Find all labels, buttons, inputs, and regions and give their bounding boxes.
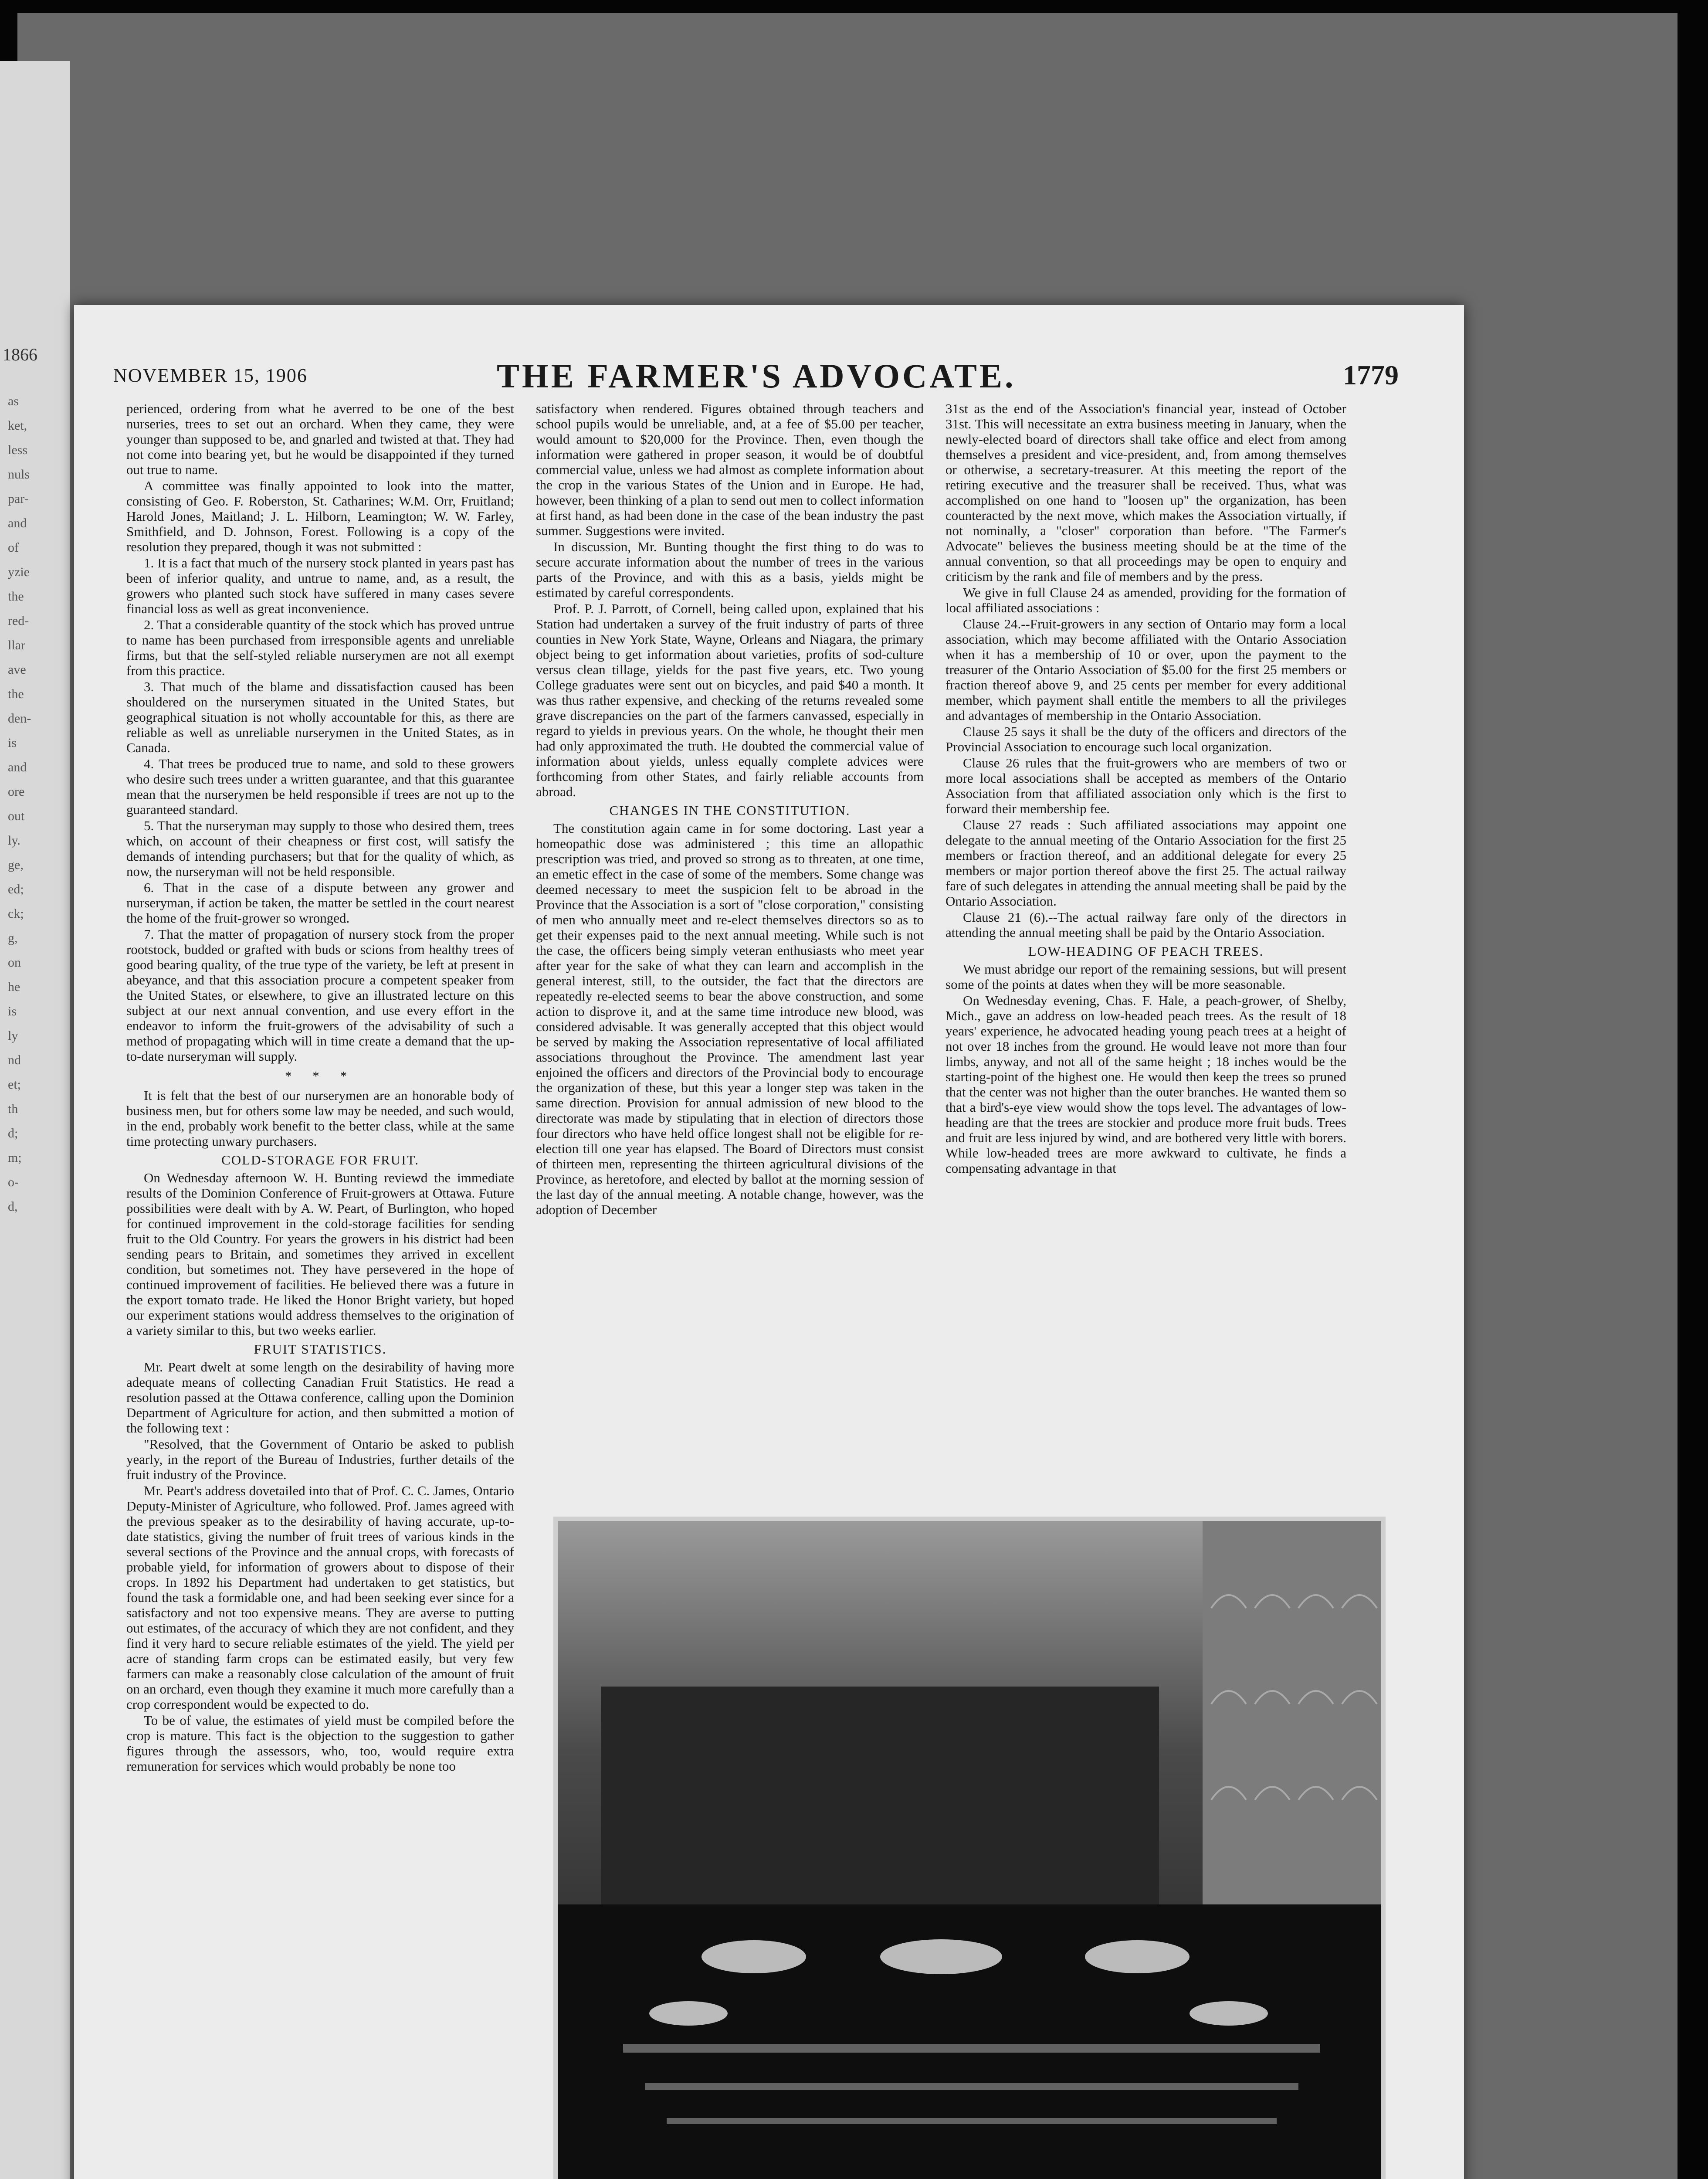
paragraph: Mr. Peart dwelt at some length on the desirability of having more adequate means of collecting Canadian Fruit Statistics. He read a resolution passed at the Ottawa conference, calling upon the Dominion Department of Agriculture for action, and then submitted a motion of the following text : <box>126 1359 514 1436</box>
left-page-fragment: the <box>8 687 24 701</box>
left-page-fragment: par- <box>8 492 29 506</box>
column-1-closing <box>126 1088 514 1149</box>
paragraph: 6. That in the case of a dispute between any grower and nurseryman, if action be taken, the matter be settled in the court nearest the home of the fruit-grower so wronged. <box>126 880 514 926</box>
left-page-fragment: d; <box>8 1126 18 1140</box>
heading-constitution: CHANGES IN THE CONSTITUTION. <box>609 803 851 818</box>
paragraph: A committee was finally appointed to look into the matter, consisting of Geo. F. Roberston, St. Catharines; W.M. Orr, Fruitland; Harold Jones, Maitland; J. L. Hilborn, Leamington; W. W. Farley, Smithfield, and D. Johnson, Forest. Following is a copy of the resolution they prepared, though it was not submitted : <box>126 478 514 554</box>
paragraph: On Wednesday afternoon W. H. Bunting reviewd the immediate results of the Dominion Conference of Fruit-growers at Ottawa. Future possibilities were dealt with by A. W. Peart, of Burlington, who hoped for continued improvement in the cold-storage facilities for sending fruit to the Old Country. For years the growers in his district had been sending pears to Britain, and sometimes they arrived in excellent condition, but sometimes not. They have persevered in the hope of continued improvement of facilities. He believed there was a future in the export tomato trade. He liked the Honor Bright variety, but hoped our experiment stations would address themselves to the origination of a variety similar to this, but two weeks earlier. <box>126 1170 514 1338</box>
paragraph: Prof. P. J. Parrott, of Cornell, being called upon, explained that his Station had undertaken a survey of the fruit industry of parts of three counties in New York State, Wayne, Orleans and Niagara, the primary object being to get information about varieties, profits of sod-culture versus clean tillage, yields for the past five years, etc. Two young College graduates were sent out on bicycles, and paid $40 a month. It was thus rather expensive, and checking of the returns revealed some grave discrepancies on the part of the farmers canvassed, especially in regard to yields in previous years. On the whole, he thought their men had only approximated the truth. He doubted the commercial value of information about yields, unless equally complete advices were forthcoming from other States, and fairly reliable accounts from abroad. <box>536 601 924 799</box>
left-page-fragment: ly <box>8 1028 18 1043</box>
section-separator: * * * <box>285 1068 356 1083</box>
paragraph: Clause 27 reads : Such affiliated associations may appoint one delegate to the annual meeting of the Ontario Association for the first 25 members or fraction thereof, and an additional delegate for every 25 members or major portion thereof above the first 25. The actual railway fare of such delegates in attending the annual meeting shall be paid by the Ontario Association. <box>946 817 1346 909</box>
page-number: 1779 <box>1343 360 1399 390</box>
left-page-fragment: is <box>8 736 17 750</box>
left-page-fragment: ge, <box>8 858 24 872</box>
newspaper-page <box>74 305 1464 2179</box>
paragraph: 5. That the nurseryman may supply to those who desired them, trees which, on account of their cheapness or first cost, will satisfy the demands of intending purchasers; but that for the quality of which, as now, the nurseryman will not be held responsible. <box>126 818 514 879</box>
header-date: NOVEMBER 15, 1906 <box>113 365 308 386</box>
left-page-fragment: ed; <box>8 882 24 896</box>
left-page-fragment: m; <box>8 1151 22 1165</box>
paragraph: Clause 26 rules that the fruit-growers who are members of two or more local associations shall be accepted as members of the Ontario Association from that affiliated association only which is the first to forward their membership fee. <box>946 755 1346 816</box>
paragraph: 7. That the matter of propagation of nursery stock from the proper rootstock, budded or grafted with buds or scions from healthy trees of good bearing quality, of the true type of the variety, be left at present in abeyance, and that this association procure a competent speaker from the United States, or elsewhere, to give an illustrated lecture on this subject at our next annual convention, and use every effort in the endeavor to inform the fruit-growers of the advisability of such a method of propagating which will in time create a demand that the up-to-date nurseryman will supply. <box>126 927 514 1064</box>
left-page-fragment: out <box>8 809 25 823</box>
hall-photo-illustration <box>558 1521 1381 2179</box>
paragraph: On Wednesday evening, Chas. F. Hale, a peach-grower, of Shelby, Mich., gave an address on low-headed peach trees. As the result of 18 years' experience, he advocated heading young peach trees at a height of not over 18 inches from the ground. He would leave not more than four limbs, anyway, and not all of the same height ; 18 inches would be the starting-point of the highest one. He would then keep the trees so pruned that the center was not higher than the outer branches. He wanted them so that a bird's-eye view would show the tops level. The advantages of low-heading are that the trees are stockier and produce more fruit buds. Trees and fruit are less injured by wind, and are bothered very little with borers. While low-headed trees are more awkward to cultivate, he finds a compensating advantage in that <box>946 993 1346 1176</box>
paragraph: Clause 25 says it shall be the duty of the officers and directors of the Provincial Association to encourage such local organization. <box>946 724 1346 754</box>
paragraph: Mr. Peart's address dovetailed into that of Prof. C. C. James, Ontario Deputy-Minister of Agriculture, who followed. Prof. James agreed with the previous speaker as to the desirability of having accurate, up-to-date statistics, giving the number of fruit trees of various kinds in the several sections of the Province and the annual crops, with forecasts of probable yield, for information of growers about to dispose of their crops. In 1892 his Department had undertaken to get statistics, but found the task a formidable one, and had been seeking ever since for a satisfactory and not too expensive means. They are averse to putting out estimates, of the accuracy of which they are not confident, and they find it very hard to secure reliable estimates of the yield. The yield per acre of standing farm crops can be estimated easily, but very few farmers can make a reasonably close calculation of the amount of fruit on an orchard, even though they examine it much more carefully than a crop correspondent would be expected to do. <box>126 1483 514 1712</box>
column-2-paragraphs <box>536 401 924 799</box>
paragraph: 3. That much of the blame and dissatisfaction caused has been shouldered on the nurserymen situated in the United States, but geographical situation is not wholly accountable for this, as there are reliable as well as unreliable nurserymen in the United States, as in Canada. <box>126 679 514 755</box>
paragraph: 2. That a considerable quantity of the stock which has proved untrue to name has been purchased from irresponsible agents and unreliable firms, but that the self-styled reliable nurserymen are not all exempt from this practice. <box>126 617 514 678</box>
paragraph: Clause 24.--Fruit-growers in any section of Ontario may form a local association, which may become affiliated with the Ontario Association when it has a membership of 10 or over, upon the payment to the treasurer of the Ontario Association of $5.00 for the first 25 members or fraction thereof above 9, and 25 cents per member for every additional member, which payment shall entitle the members to all the privileges and advantages of membership in the Ontario Association. <box>946 616 1346 723</box>
column-3-paragraphs <box>946 401 1346 940</box>
paragraph: 31st as the end of the Association's financial year, instead of October 31st. This will necessitate an extra business meeting in January, when the newly-elected board of directors shall take office and elect from among themselves a president and vice-president, and, from among themselves or otherwise, a secretary-treasurer. At this meeting the report of the retiring executive and the treasurer shall be received. Thus, what was accomplished on one hand to "loosen up" the organization, has been counteracted by the next move, which makes the Association virtually, if not nominally, a "closer" corporation than before. "The Farmer's Advocate" believes the business meeting should be at the time of the annual convention, so that all proceedings may be open to enquiry and criticism by the rank and file of members and by the press. <box>946 401 1346 584</box>
paragraph: We give in full Clause 24 as amended, providing for the formation of local affiliated associations : <box>946 585 1346 615</box>
left-page-fragment: on <box>8 955 21 970</box>
left-page-fragment: of <box>8 540 19 555</box>
left-page-strip <box>0 61 70 2179</box>
heading-low-heading: LOW-HEADING OF PEACH TREES. <box>1028 944 1264 959</box>
column-3 <box>946 401 1346 1177</box>
column-2-constitution <box>536 821 924 1217</box>
paragraph: 4. That trees be produced true to name, and sold to these growers who desire such trees under a written guarantee, and that this guarantee mean that the nurserymen be held responsible if trees are not up to the guaranteed standard. <box>126 756 514 817</box>
paragraph: To be of value, the estimates of yield must be compiled before the crop is mature. This fact is the objection to the suggestion to gather figures through the assessors, who, too, would require extra remuneration for services which would probably be none too <box>126 1713 514 1774</box>
left-page-fragment: as <box>8 394 19 408</box>
column-3-low-heading <box>946 961 1346 1176</box>
paragraph: In discussion, Mr. Bunting thought the first thing to do was to secure accurate information about the number of trees in the various parts of the Province, and with this as a basis, yields might be estimated by careful correspondents. <box>536 539 924 600</box>
column-1-statistics <box>126 1359 514 1774</box>
left-page-fragment: d, <box>8 1199 18 1214</box>
heading-fruit-statistics: FRUIT STATISTICS. <box>254 1341 387 1357</box>
heading-cold-storage: COLD-STORAGE FOR FRUIT. <box>221 1152 419 1168</box>
left-page-fragment: less <box>8 443 27 457</box>
left-page-fragment: ore <box>8 784 25 799</box>
left-page-fragment: and <box>8 516 27 530</box>
left-page-number: 1866 <box>3 345 37 364</box>
left-page-fragment: nuls <box>8 467 30 482</box>
paragraph: satisfactory when rendered. Figures obtained through teachers and school pupils would be unreliable, and, at a fee of $5.00 per teacher, would amount to $20,000 for the Province. Then, even though the information were gathered in proper season, it would be of doubtful commercial value, unless we had almost as complete information about the crop in the various States of the Union and in Europe. He had, however, been thinking of a plan to send out men to collect information at first hand, as had been done in the case of the bean industry the past summer. Suggestions were invited. <box>536 401 924 538</box>
exhibition-photo <box>553 1517 1386 2179</box>
left-page-fragment: nd <box>8 1053 21 1067</box>
left-page-fragment: he <box>8 980 20 994</box>
left-page-fragment: et; <box>8 1077 21 1092</box>
column-1 <box>126 401 514 1775</box>
paragraph: Clause 21 (6).--The actual railway fare only of the directors in attending the annual meeting shall be paid by the Ontario Association. <box>946 910 1346 940</box>
left-page-fragment: red- <box>8 614 29 628</box>
paragraph: "Resolved, that the Government of Ontario be asked to publish yearly, in the report of the Bureau of Industries, further details of the fruit industry of the Province. <box>126 1436 514 1482</box>
column-2 <box>536 401 924 1218</box>
page-header <box>113 357 1399 395</box>
left-page-fragment: o- <box>8 1175 19 1189</box>
paragraph: The constitution again came in for some doctoring. Last year a homeopathic dose was administered ; this time an allopathic prescription was tried, and proved so strong as to threaten, at one time, an emetic effect in the case of some of the members. Some change was deemed necessary to meet the suspicion felt to be abroad in the Province that the Association is a sort of "close corporation," consisting of men who annually meet and re-elect themselves directors so as to get their expenses paid to the next annual meeting. While such is not the case, the officers being simply veteran enthusiasts who meet year after year for the sake of what they can learn and accomplish in the general interest, still, to the outsider, the fact that the directors are repeatedly re-elected seems to bear the above construction, and some action to disprove it, and at the same time introduce new blood, was considered advisable. It was generally accepted that this object would be served by making the Association representative of local affiliated associations throughout the Province. The amendment last year enjoined the officers and directors of the Provincial body to encourage the organization of these, but this year a longer step was taken in the same direction. Provision for annual admission of new blood to the directorate was made by stipulating that in election of directors those four directors who have held office longest shall not be eligible for re-election till one year has elapsed. The Board of Directors must consist of thirteen men, representing the thirteen agricultural divisions of the Province, as heretofore, and elected by ballot at the morning session of the last day of the annual meeting. A notable change, however, was the adoption of December <box>536 821 924 1217</box>
left-page-fragment: the <box>8 589 24 604</box>
left-page-fragment: and <box>8 760 27 774</box>
left-page-fragment: ave <box>8 662 26 677</box>
column-1-paragraphs <box>126 401 514 1064</box>
masthead-title: THE FARMER'S ADVOCATE. <box>497 357 1016 395</box>
left-page-fragment: llar <box>8 638 25 652</box>
left-page-fragment: yzie <box>8 565 30 579</box>
left-page-fragment: den- <box>8 711 31 726</box>
paragraph: It is felt that the best of our nurserymen are an honorable body of business men, but for others some law may be needed, and such would, in the end, probably work benefit to the better class, while at the same time protecting unwary purchasers. <box>126 1088 514 1149</box>
left-page-fragment: ly. <box>8 833 20 848</box>
left-page-fragment: is <box>8 1004 17 1018</box>
paragraph: 1. It is a fact that much of the nursery stock planted in years past has been of inferior quality, and untrue to name, and, as a result, the growers who planted such stock have suffered in many cases severe financial loss as well as great inconvenience. <box>126 555 514 616</box>
left-page-fragment: g, <box>8 931 18 945</box>
left-page-fragment: ket, <box>8 418 27 433</box>
left-page-fragment: th <box>8 1102 18 1116</box>
paragraph: We must abridge our report of the remaining sessions, but will present some of the points at dates when they will be more seasonable. <box>946 961 1346 992</box>
left-page-fragment: ck; <box>8 906 24 921</box>
column-1-cold-storage <box>126 1170 514 1338</box>
paragraph: perienced, ordering from what he averred to be one of the best nurseries, trees to set out an orchard. When they came, they were younger than supposed to be, and gnarled and twisted at that. They had not come into bearing yet, but he would be disappointed if they turned out true to name. <box>126 401 514 477</box>
